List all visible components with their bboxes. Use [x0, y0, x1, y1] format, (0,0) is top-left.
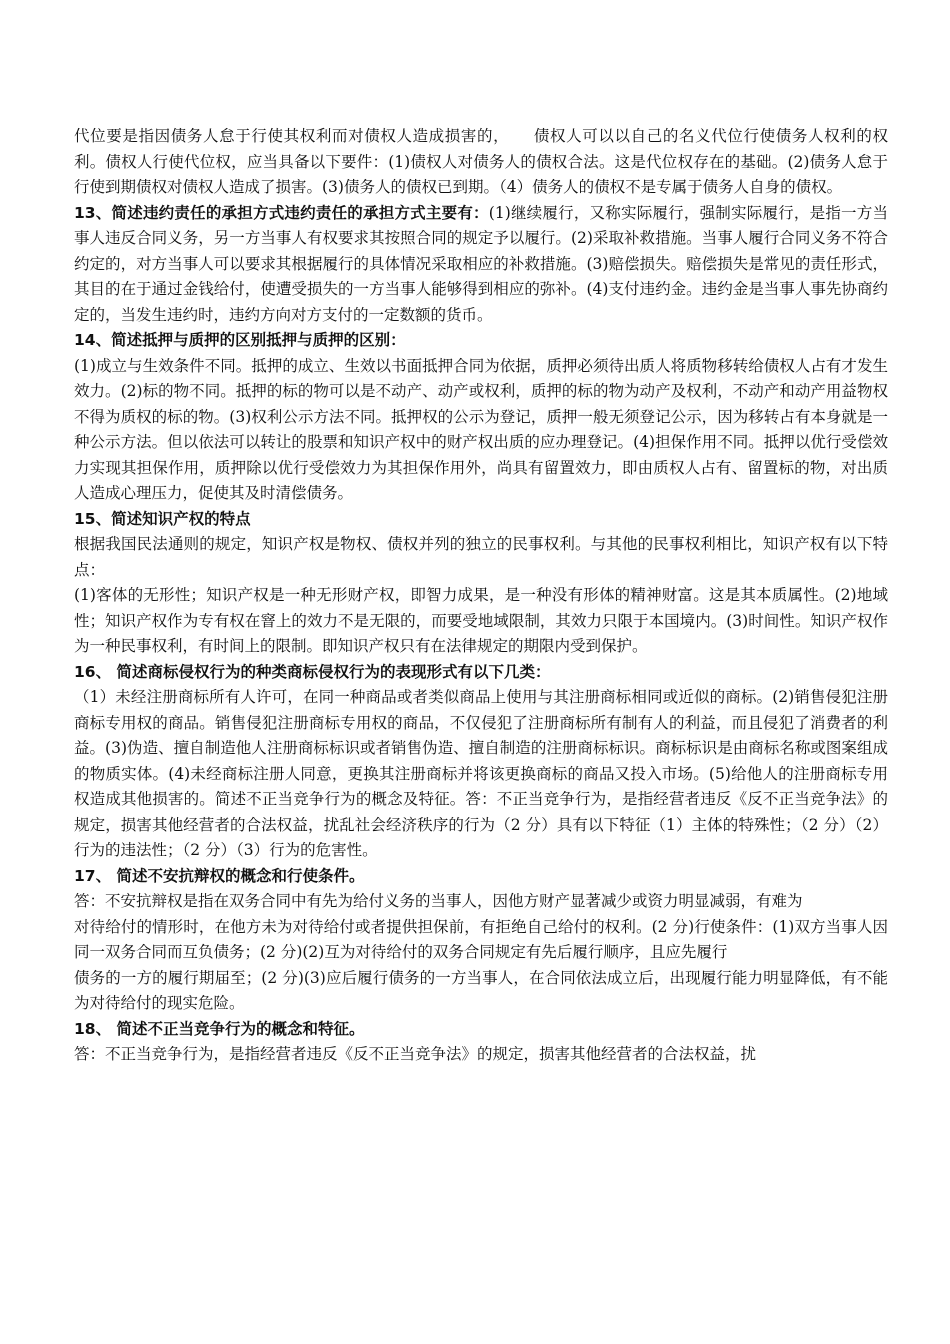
- intro-paragraph: [74, 124, 888, 201]
- q16-heading: 16、 简述商标侵权行为的种类商标侵权行为的表现形式有以下几类：: [74, 662, 551, 681]
- q15-heading: 15、简述知识产权的特点: [74, 509, 251, 528]
- q17-heading: 17、 简述不安抗辩权的概念和行使条件。: [74, 866, 365, 885]
- q16-body: （1）未经注册商标所有人许可，在同一种商品或者类似商品上使用与其注册商标相同或近似的商标。(2)销售侵犯注册商标专用权的商品。销售侵犯注册商标专用权的商品，不仅侵犯了注册商标所有制有人的利益，而且侵犯了消费者的利益。(3)伪造、擅自制造他人注册商标标识或者销售伪造、擅自制造的注册商标标识。商标标识是由商标名称或图案组成的物质实体。(4)未经商标注册人同意，更换其注册商标并将该更换商标的商品又投入市场。(5)给他人的注册商标专用权造成其他损害的。简述不正当竞争行为的概念及特征。答：不正当竞争行为，是指经营者违反《反不正当竞争法》的规定，损害其他经营者的合法权益，扰乱社会经济秩序的行为（2 分）具有以下特征（1）主体的特殊性；（2 分）（2）行为的违法性；（2 分）（3）行为的危害性。: [74, 688, 888, 859]
- intro-part1: 代位要是指因债务人怠于行使其权利而对债权人造成损害的，: [74, 127, 510, 145]
- q17-answer-line2: 对待给付的情形时，在他方未为对待给付或者提供担保前，有拒绝自己给付的权利。(2 分)行使条件：(1)双方当事人因同一双务合同而互负债务；(2 分)(2)互为对待给付的双务合同规定有先后履行顺序，且应先履行: [74, 917, 888, 961]
- q17-answer-line1: 答：不安抗辩权是指在双务合同中有先为给付义务的当事人，因他方财产显著减少或资力明显减弱，有难为: [74, 892, 803, 910]
- q14-body: (1)成立与生效条件不同。抵押的成立、生效以书面抵押合同为依据，质押必须待出质人将质物移转给债权人占有才发生效力。(2)标的物不同。抵押的标的物可以是不动产、动产或权利，质押的标的物为动产及权利，不动产和动产用益物权不得为质权的标的物。(3)权利公示方法不同。抵押权的公示为登记，质押一般无须登记公示，因为移转占有本身就是一种公示方法。但以依法可以转让的股票和知识产权中的财产权出质的应办理登记。(4)担保作用不同。抵押以优行受偿效力实现其担保作用，质押除以优行受偿效力为其担保作用外，尚具有留置效力，即由质权人占有、留置标的物，对出质人造成心理压力，促使其及时清偿债务。: [74, 356, 888, 502]
- q13-heading: 13、简述违约责任的承担方式违约责任的承担方式主要有：: [74, 203, 489, 222]
- q14-heading: 14、简述抵押与质押的区别抵押与质押的区别：: [74, 331, 406, 349]
- q13-paragraph: [74, 201, 888, 329]
- q13-body: (1)继续履行，又称实际履行，强制实际履行，是指一方当事人违反合同义务，另一方当事人有权要求其按照合同的规定予以履行。(2)采取补救措施。当事人履行合同义务不符合约定的，对方当事人可以要求其根据履行的具体情况采取相应的补救措施。(3)赔偿损失。赔偿损失是常见的责任形式，其目的在于通过金钱给付，使遭受损失的一方当事人能够得到相应的弥补。(4)支付违约金。违约金是当事人事先协商约定的，当发生违约时，违约方向对方支付的一定数额的货币。: [74, 203, 888, 324]
- document-page: [74, 124, 888, 1068]
- q18-answer: 答：不正当竞争行为，是指经营者违反《反不正当竞争法》的规定，损害其他经营者的合法权益，扰: [74, 1045, 757, 1063]
- q17-answer-line3: 债务的一方的履行期届至；(2 分)(3)应后履行债务的一方当事人，在合同依法成立后，出现履行能力明显降低，有不能为对待给付的现实危险。: [74, 968, 888, 1012]
- q15-intro: 根据我国民法通则的规定，知识产权是物权、债权并列的独立的民事权利。与其他的民事权利相比，知识产权有以下特点：: [74, 535, 888, 579]
- intro-part2: 债权人可以以自己的名义代位行使债务人权利的权利。债权人行使代位权，应当具备以下要件：(1)债权人对债务人的债权合法。这是代位权存在的基础。(2)债务人怠于行使到期债权对债权人造成了损害。(3)债务人的债权已到期。（4）债务人的债权不是专属于债务人自身的债权。: [74, 127, 888, 196]
- q18-heading: 18、 简述不正当竞争行为的概念和特征。: [74, 1019, 365, 1038]
- q15-body: (1)客体的无形性；知识产权是一种无形财产权，即智力成果，是一种没有形体的精神财富。这是其本质属性。(2)地域性；知识产权作为专有权在窨上的效力不是无限的，而要受地域限制，其效力只限于本国境内。(3)时间性。知识产权作为一种民事权利，有时间上的限制。即知识产权只有在法律规定的期限内受到保护。: [74, 586, 888, 655]
